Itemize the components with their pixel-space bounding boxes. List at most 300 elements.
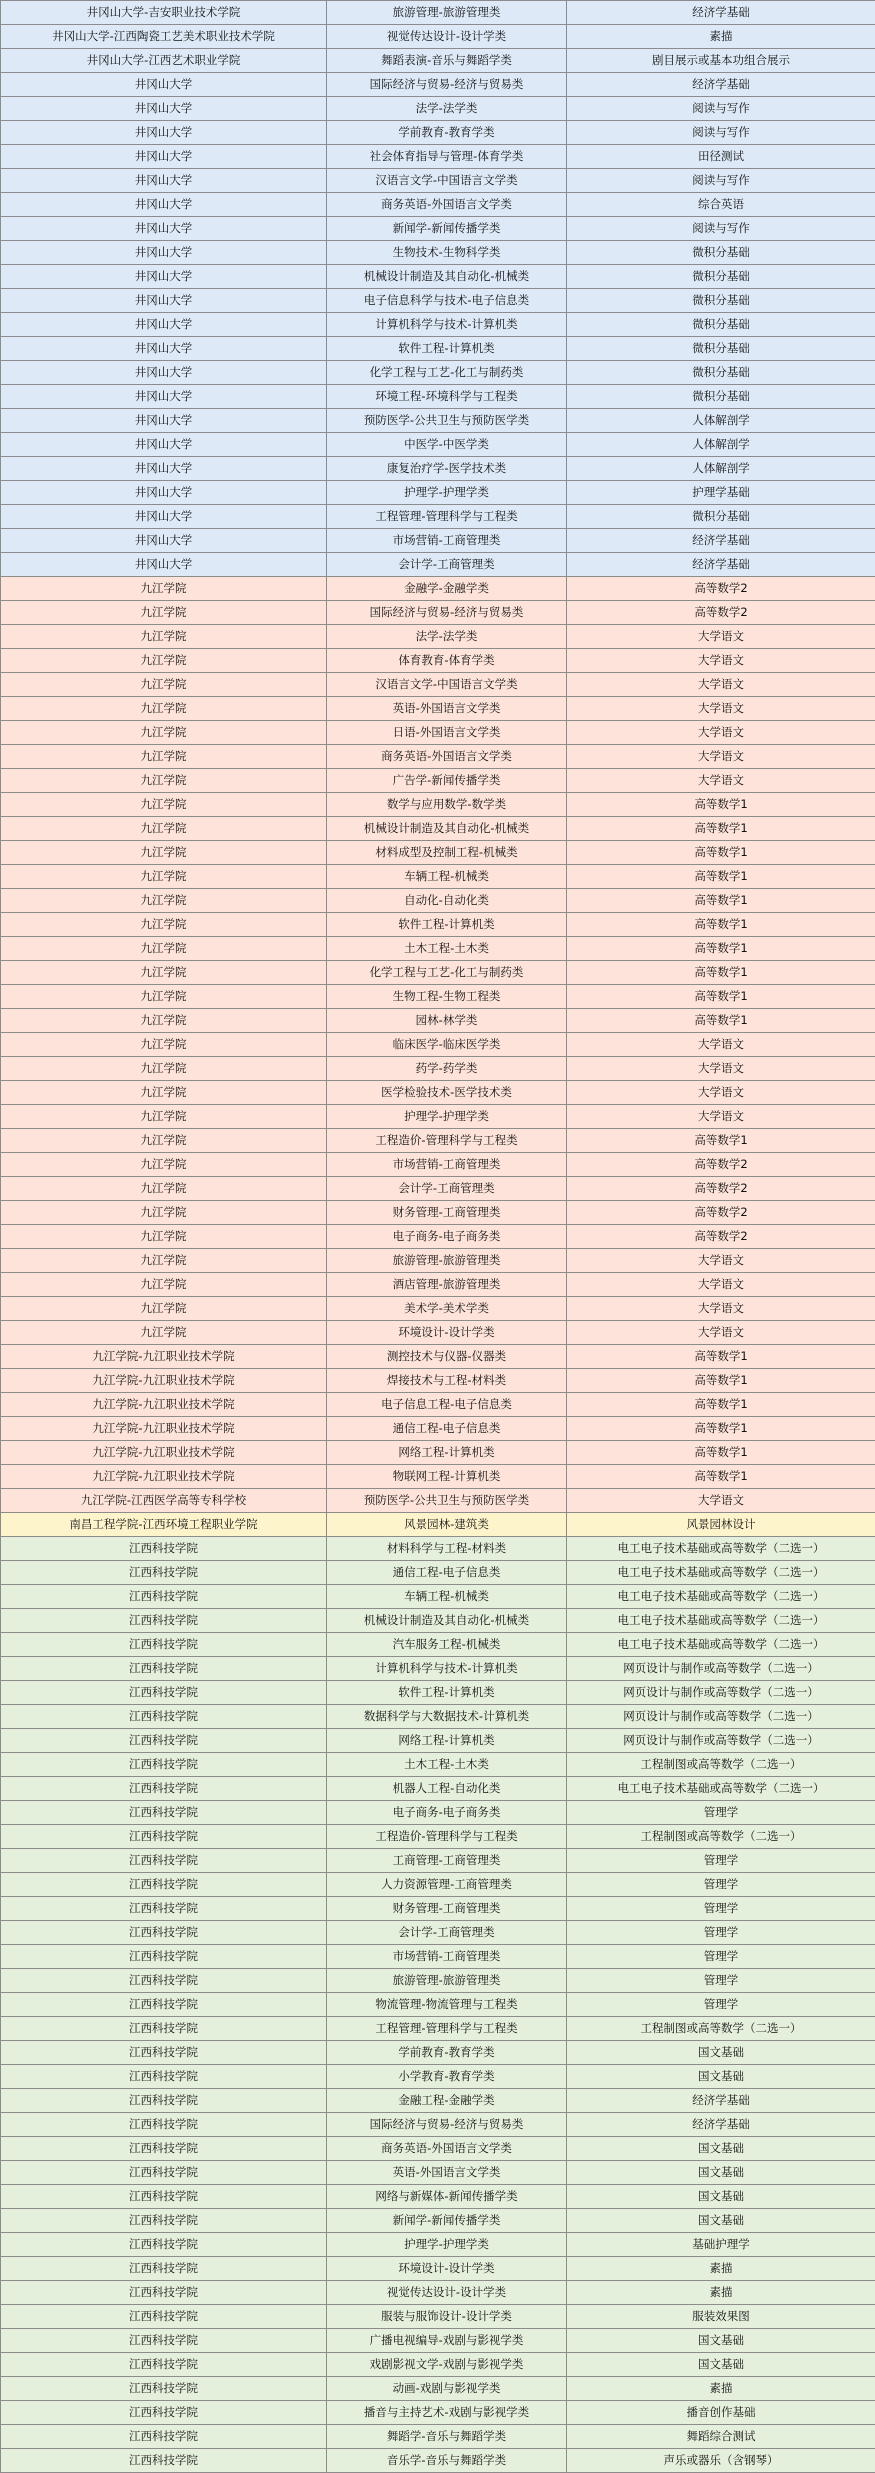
school-cell: 江西科技学院 xyxy=(1,2449,327,2473)
school-cell: 江西科技学院 xyxy=(1,1897,327,1921)
exam-subject-cell: 经济学基础 xyxy=(567,529,875,553)
school-cell: 江西科技学院 xyxy=(1,2425,327,2449)
table-row xyxy=(1,25,875,49)
exam-subject-cell: 高等数学1 xyxy=(567,1393,875,1417)
table-row xyxy=(1,1705,875,1729)
exam-subject-cell: 人体解剖学 xyxy=(567,433,875,457)
exam-subject-cell: 素描 xyxy=(567,2281,875,2305)
major-cell: 工程造价-管理科学与工程类 xyxy=(327,1129,567,1153)
major-cell: 焊接技术与工程-材料类 xyxy=(327,1369,567,1393)
school-cell: 九江学院 xyxy=(1,913,327,937)
major-cell: 舞蹈学-音乐与舞蹈学类 xyxy=(327,2425,567,2449)
school-cell: 江西科技学院 xyxy=(1,2065,327,2089)
exam-subject-cell: 高等数学1 xyxy=(567,793,875,817)
exam-subject-cell: 国文基础 xyxy=(567,2137,875,2161)
exam-subject-cell: 工程制图或高等数学（二选一） xyxy=(567,2017,875,2041)
table-row xyxy=(1,2449,875,2473)
table-row xyxy=(1,2281,875,2305)
major-cell: 环境设计-设计学类 xyxy=(327,1321,567,1345)
table-row xyxy=(1,121,875,145)
school-cell: 九江学院 xyxy=(1,577,327,601)
major-cell: 临床医学-临床医学类 xyxy=(327,1033,567,1057)
exam-subject-cell: 大学语文 xyxy=(567,1081,875,1105)
table-row xyxy=(1,1369,875,1393)
school-cell: 江西科技学院 xyxy=(1,1585,327,1609)
major-cell: 物联网工程-计算机类 xyxy=(327,1465,567,1489)
table-row xyxy=(1,2353,875,2377)
table-row xyxy=(1,385,875,409)
table-row xyxy=(1,745,875,769)
table-row xyxy=(1,457,875,481)
major-cell: 医学检验技术-医学技术类 xyxy=(327,1081,567,1105)
table-row xyxy=(1,937,875,961)
exam-subject-cell: 阅读与写作 xyxy=(567,169,875,193)
table-row xyxy=(1,1657,875,1681)
major-cell: 物流管理-物流管理与工程类 xyxy=(327,1993,567,2017)
table-row xyxy=(1,1081,875,1105)
exam-subject-cell: 网页设计与制作或高等数学（二选一） xyxy=(567,1681,875,1705)
major-cell: 会计学-工商管理类 xyxy=(327,1177,567,1201)
exam-subject-cell: 经济学基础 xyxy=(567,1,875,25)
table-row xyxy=(1,1,875,25)
major-cell: 市场营销-工商管理类 xyxy=(327,529,567,553)
exam-subject-cell: 管理学 xyxy=(567,1969,875,1993)
school-cell: 九江学院 xyxy=(1,721,327,745)
major-cell: 法学-法学类 xyxy=(327,625,567,649)
major-cell: 新闻学-新闻传播学类 xyxy=(327,217,567,241)
exam-subject-cell: 高等数学1 xyxy=(567,985,875,1009)
exam-subject-cell: 高等数学2 xyxy=(567,577,875,601)
school-cell: 江西科技学院 xyxy=(1,1537,327,1561)
major-cell: 材料科学与工程-材料类 xyxy=(327,1537,567,1561)
table-row xyxy=(1,73,875,97)
table-row xyxy=(1,1777,875,1801)
exam-subject-cell: 国文基础 xyxy=(567,2041,875,2065)
major-cell: 生物工程-生物工程类 xyxy=(327,985,567,1009)
table-row xyxy=(1,1417,875,1441)
major-cell: 车辆工程-机械类 xyxy=(327,865,567,889)
major-cell: 市场营销-工商管理类 xyxy=(327,1153,567,1177)
exam-subject-cell: 电工电子技术基础或高等数学（二选一） xyxy=(567,1777,875,1801)
major-cell: 机器人工程-自动化类 xyxy=(327,1777,567,1801)
school-cell: 九江学院-九江职业技术学院 xyxy=(1,1369,327,1393)
major-cell: 机械设计制造及其自动化-机械类 xyxy=(327,265,567,289)
exam-subject-cell: 电工电子技术基础或高等数学（二选一） xyxy=(567,1585,875,1609)
school-cell: 九江学院-九江职业技术学院 xyxy=(1,1441,327,1465)
school-cell: 九江学院 xyxy=(1,1129,327,1153)
table-row xyxy=(1,1609,875,1633)
exam-subject-cell: 经济学基础 xyxy=(567,2113,875,2137)
major-cell: 学前教育-教育学类 xyxy=(327,2041,567,2065)
major-cell: 中医学-中医学类 xyxy=(327,433,567,457)
exam-subject-cell: 国文基础 xyxy=(567,2329,875,2353)
major-cell: 药学-药学类 xyxy=(327,1057,567,1081)
school-cell: 九江学院 xyxy=(1,745,327,769)
exam-subject-cell: 高等数学1 xyxy=(567,865,875,889)
exam-subject-cell: 阅读与写作 xyxy=(567,217,875,241)
school-cell: 江西科技学院 xyxy=(1,2257,327,2281)
major-cell: 数据科学与大数据技术-计算机类 xyxy=(327,1705,567,1729)
major-cell: 护理学-护理学类 xyxy=(327,1105,567,1129)
school-cell: 井冈山大学 xyxy=(1,553,327,577)
table-row xyxy=(1,1393,875,1417)
major-cell: 测控技术与仪器-仪器类 xyxy=(327,1345,567,1369)
exam-subject-cell: 微积分基础 xyxy=(567,265,875,289)
major-cell: 服装与服饰设计-设计学类 xyxy=(327,2305,567,2329)
school-cell: 九江学院 xyxy=(1,1153,327,1177)
exam-subject-cell: 舞蹈综合测试 xyxy=(567,2425,875,2449)
exam-subject-cell: 声乐或器乐（含钢琴） xyxy=(567,2449,875,2473)
major-cell: 电子商务-电子商务类 xyxy=(327,1801,567,1825)
exam-subject-cell: 基础护理学 xyxy=(567,2233,875,2257)
major-cell: 汽车服务工程-机械类 xyxy=(327,1633,567,1657)
school-cell: 九江学院 xyxy=(1,961,327,985)
exam-subject-cell: 素描 xyxy=(567,2377,875,2401)
major-cell: 国际经济与贸易-经济与贸易类 xyxy=(327,73,567,97)
school-cell: 江西科技学院 xyxy=(1,1609,327,1633)
table-row xyxy=(1,1321,875,1345)
major-cell: 酒店管理-旅游管理类 xyxy=(327,1273,567,1297)
major-cell: 计算机科学与技术-计算机类 xyxy=(327,1657,567,1681)
major-cell: 预防医学-公共卫生与预防医学类 xyxy=(327,1489,567,1513)
major-cell: 通信工程-电子信息类 xyxy=(327,1417,567,1441)
school-cell: 井冈山大学 xyxy=(1,529,327,553)
school-cell: 九江学院 xyxy=(1,937,327,961)
table-row xyxy=(1,265,875,289)
table-row xyxy=(1,2257,875,2281)
exam-subject-cell: 大学语文 xyxy=(567,1297,875,1321)
major-cell: 车辆工程-机械类 xyxy=(327,1585,567,1609)
school-cell: 江西科技学院 xyxy=(1,1873,327,1897)
major-cell: 体育教育-体育学类 xyxy=(327,649,567,673)
school-cell: 江西科技学院 xyxy=(1,2161,327,2185)
major-cell: 戏剧影视文学-戏剧与影视学类 xyxy=(327,2353,567,2377)
major-cell: 音乐学-音乐与舞蹈学类 xyxy=(327,2449,567,2473)
major-cell: 网络与新媒体-新闻传播学类 xyxy=(327,2185,567,2209)
school-cell: 江西科技学院 xyxy=(1,1801,327,1825)
exam-subject-cell: 播音创作基础 xyxy=(567,2401,875,2425)
major-cell: 护理学-护理学类 xyxy=(327,2233,567,2257)
table-row xyxy=(1,1297,875,1321)
major-cell: 社会体育指导与管理-体育学类 xyxy=(327,145,567,169)
table-row xyxy=(1,1105,875,1129)
major-cell: 材料成型及控制工程-机械类 xyxy=(327,841,567,865)
school-cell: 江西科技学院 xyxy=(1,1777,327,1801)
school-cell: 江西科技学院 xyxy=(1,2233,327,2257)
major-cell: 商务英语-外国语言文学类 xyxy=(327,745,567,769)
exam-subject-cell: 国文基础 xyxy=(567,2185,875,2209)
major-cell: 广播电视编导-戏剧与影视学类 xyxy=(327,2329,567,2353)
exam-subject-cell: 大学语文 xyxy=(567,649,875,673)
exam-subject-cell: 国文基础 xyxy=(567,2161,875,2185)
major-cell: 日语-外国语言文学类 xyxy=(327,721,567,745)
school-cell: 井冈山大学-江西艺术职业学院 xyxy=(1,49,327,73)
school-cell: 井冈山大学 xyxy=(1,505,327,529)
table-row xyxy=(1,1825,875,1849)
exam-subject-cell: 经济学基础 xyxy=(567,73,875,97)
table-row xyxy=(1,817,875,841)
major-cell: 汉语言文学-中国语言文学类 xyxy=(327,169,567,193)
school-cell: 江西科技学院 xyxy=(1,1681,327,1705)
school-cell: 江西科技学院 xyxy=(1,2113,327,2137)
school-cell: 井冈山大学 xyxy=(1,169,327,193)
exam-subject-cell: 田径测试 xyxy=(567,145,875,169)
school-cell: 九江学院-九江职业技术学院 xyxy=(1,1465,327,1489)
exam-subject-cell: 高等数学2 xyxy=(567,1201,875,1225)
table-row xyxy=(1,1921,875,1945)
exam-subject-cell: 大学语文 xyxy=(567,1033,875,1057)
table-row xyxy=(1,577,875,601)
school-cell: 九江学院 xyxy=(1,865,327,889)
table-row xyxy=(1,2041,875,2065)
exam-subject-cell: 管理学 xyxy=(567,1921,875,1945)
school-cell: 九江学院-江西医学高等专科学校 xyxy=(1,1489,327,1513)
exam-subject-cell: 管理学 xyxy=(567,1897,875,1921)
exam-subject-cell: 综合英语 xyxy=(567,193,875,217)
major-cell: 工商管理-工商管理类 xyxy=(327,1849,567,1873)
table-row xyxy=(1,2305,875,2329)
school-cell: 九江学院 xyxy=(1,625,327,649)
table-row xyxy=(1,1153,875,1177)
school-cell: 九江学院 xyxy=(1,1081,327,1105)
major-cell: 英语-外国语言文学类 xyxy=(327,697,567,721)
school-cell: 江西科技学院 xyxy=(1,2377,327,2401)
exam-subject-cell: 管理学 xyxy=(567,1945,875,1969)
exam-subject-cell: 国文基础 xyxy=(567,2065,875,2089)
major-cell: 小学教育-教育学类 xyxy=(327,2065,567,2089)
school-cell: 江西科技学院 xyxy=(1,2185,327,2209)
major-cell: 环境工程-环境科学与工程类 xyxy=(327,385,567,409)
table-row xyxy=(1,961,875,985)
table-row xyxy=(1,2377,875,2401)
major-cell: 园林-林学类 xyxy=(327,1009,567,1033)
school-cell: 江西科技学院 xyxy=(1,1945,327,1969)
exam-subject-cell: 微积分基础 xyxy=(567,241,875,265)
school-cell: 九江学院-九江职业技术学院 xyxy=(1,1393,327,1417)
exam-subject-cell: 微积分基础 xyxy=(567,385,875,409)
school-cell: 井冈山大学 xyxy=(1,217,327,241)
table-row xyxy=(1,1633,875,1657)
major-cell: 机械设计制造及其自动化-机械类 xyxy=(327,817,567,841)
exam-subject-cell: 剧目展示或基本功组合展示 xyxy=(567,49,875,73)
school-cell: 九江学院 xyxy=(1,601,327,625)
major-cell: 通信工程-电子信息类 xyxy=(327,1561,567,1585)
major-cell: 化学工程与工艺-化工与制药类 xyxy=(327,961,567,985)
table-row xyxy=(1,169,875,193)
table-row xyxy=(1,625,875,649)
exam-subject-cell: 国文基础 xyxy=(567,2353,875,2377)
exam-subject-cell: 高等数学1 xyxy=(567,841,875,865)
table-row xyxy=(1,769,875,793)
exam-subject-cell: 经济学基础 xyxy=(567,2089,875,2113)
school-cell: 九江学院-九江职业技术学院 xyxy=(1,1417,327,1441)
exam-subject-cell: 管理学 xyxy=(567,1993,875,2017)
table-row xyxy=(1,1489,875,1513)
school-cell: 井冈山大学-吉安职业技术学院 xyxy=(1,1,327,25)
exam-subject-cell: 微积分基础 xyxy=(567,361,875,385)
school-cell: 江西科技学院 xyxy=(1,2281,327,2305)
table-row xyxy=(1,505,875,529)
major-cell: 环境设计-设计学类 xyxy=(327,2257,567,2281)
major-cell: 金融工程-金融学类 xyxy=(327,2089,567,2113)
school-cell: 江西科技学院 xyxy=(1,2017,327,2041)
school-cell: 井冈山大学 xyxy=(1,457,327,481)
school-cell: 九江学院 xyxy=(1,1321,327,1345)
exam-subject-cell: 高等数学2 xyxy=(567,1225,875,1249)
exam-subject-cell: 高等数学1 xyxy=(567,961,875,985)
school-cell: 九江学院 xyxy=(1,1033,327,1057)
exam-subject-cell: 服装效果图 xyxy=(567,2305,875,2329)
table-row xyxy=(1,1129,875,1153)
school-cell: 井冈山大学 xyxy=(1,361,327,385)
school-cell: 井冈山大学 xyxy=(1,385,327,409)
school-cell: 九江学院 xyxy=(1,1225,327,1249)
exam-subject-cell: 高等数学1 xyxy=(567,1009,875,1033)
major-cell: 软件工程-计算机类 xyxy=(327,1681,567,1705)
school-cell: 九江学院 xyxy=(1,769,327,793)
exam-subject-cell: 风景园林设计 xyxy=(567,1513,875,1537)
table-row xyxy=(1,337,875,361)
table-row xyxy=(1,529,875,553)
major-cell: 新闻学-新闻传播学类 xyxy=(327,2209,567,2233)
school-cell: 井冈山大学 xyxy=(1,433,327,457)
school-cell: 江西科技学院 xyxy=(1,1729,327,1753)
major-cell: 会计学-工商管理类 xyxy=(327,553,567,577)
exam-subject-cell: 大学语文 xyxy=(567,1273,875,1297)
school-cell: 江西科技学院 xyxy=(1,2137,327,2161)
school-cell: 井冈山大学-江西陶瓷工艺美术职业技术学院 xyxy=(1,25,327,49)
school-cell: 江西科技学院 xyxy=(1,1705,327,1729)
table-row xyxy=(1,841,875,865)
school-cell: 九江学院 xyxy=(1,889,327,913)
major-cell: 电子商务-电子商务类 xyxy=(327,1225,567,1249)
exam-subject-cell: 管理学 xyxy=(567,1801,875,1825)
exam-subject-cell: 电工电子技术基础或高等数学（二选一） xyxy=(567,1537,875,1561)
table-row xyxy=(1,1849,875,1873)
major-cell: 舞蹈表演-音乐与舞蹈学类 xyxy=(327,49,567,73)
exam-subject-cell: 高等数学2 xyxy=(567,1153,875,1177)
table-row xyxy=(1,481,875,505)
school-cell: 九江学院 xyxy=(1,985,327,1009)
school-cell: 井冈山大学 xyxy=(1,481,327,505)
exam-subject-cell: 素描 xyxy=(567,2257,875,2281)
school-cell: 九江学院-九江职业技术学院 xyxy=(1,1345,327,1369)
school-cell: 江西科技学院 xyxy=(1,1969,327,1993)
school-cell: 九江学院 xyxy=(1,1249,327,1273)
school-cell: 江西科技学院 xyxy=(1,1753,327,1777)
major-cell: 人力资源管理-工商管理类 xyxy=(327,1873,567,1897)
major-cell: 动画-戏剧与影视学类 xyxy=(327,2377,567,2401)
exam-subject-cell: 高等数学1 xyxy=(567,889,875,913)
school-cell: 井冈山大学 xyxy=(1,193,327,217)
major-cell: 法学-法学类 xyxy=(327,97,567,121)
major-cell: 播音与主持艺术-戏剧与影视学类 xyxy=(327,2401,567,2425)
table-row xyxy=(1,865,875,889)
table-row xyxy=(1,1897,875,1921)
exam-subject-cell: 人体解剖学 xyxy=(567,457,875,481)
exam-subject-cell: 高等数学1 xyxy=(567,817,875,841)
exam-subject-cell: 护理学基础 xyxy=(567,481,875,505)
table-row xyxy=(1,553,875,577)
table-row xyxy=(1,409,875,433)
major-cell: 旅游管理-旅游管理类 xyxy=(327,1,567,25)
exam-subject-cell: 大学语文 xyxy=(567,625,875,649)
table-row xyxy=(1,1057,875,1081)
major-cell: 广告学-新闻传播学类 xyxy=(327,769,567,793)
school-cell: 井冈山大学 xyxy=(1,145,327,169)
exam-subject-cell: 大学语文 xyxy=(567,1105,875,1129)
table-row xyxy=(1,697,875,721)
table-row xyxy=(1,889,875,913)
table-row xyxy=(1,1945,875,1969)
major-cell: 视觉传达设计-设计学类 xyxy=(327,25,567,49)
table-row xyxy=(1,1249,875,1273)
school-cell: 江西科技学院 xyxy=(1,1825,327,1849)
table-row xyxy=(1,2113,875,2137)
table-row xyxy=(1,1273,875,1297)
school-cell: 江西科技学院 xyxy=(1,1657,327,1681)
exam-subject-cell: 高等数学1 xyxy=(567,1345,875,1369)
major-cell: 旅游管理-旅游管理类 xyxy=(327,1249,567,1273)
exam-subject-cell: 网页设计与制作或高等数学（二选一） xyxy=(567,1657,875,1681)
major-cell: 旅游管理-旅游管理类 xyxy=(327,1969,567,1993)
table-row xyxy=(1,2425,875,2449)
exam-subject-cell: 大学语文 xyxy=(567,745,875,769)
table-row xyxy=(1,2017,875,2041)
exam-subject-cell: 素描 xyxy=(567,25,875,49)
major-cell: 汉语言文学-中国语言文学类 xyxy=(327,673,567,697)
major-cell: 美术学-美术学类 xyxy=(327,1297,567,1321)
table-row xyxy=(1,1225,875,1249)
school-cell: 江西科技学院 xyxy=(1,1993,327,2017)
table-row xyxy=(1,913,875,937)
table-row xyxy=(1,1033,875,1057)
table-row xyxy=(1,2233,875,2257)
major-cell: 数学与应用数学-数学类 xyxy=(327,793,567,817)
table-row xyxy=(1,1177,875,1201)
major-cell: 工程造价-管理科学与工程类 xyxy=(327,1825,567,1849)
school-cell: 井冈山大学 xyxy=(1,313,327,337)
table-row xyxy=(1,793,875,817)
exam-subject-cell: 微积分基础 xyxy=(567,289,875,313)
school-cell: 九江学院 xyxy=(1,1201,327,1225)
school-cell: 井冈山大学 xyxy=(1,409,327,433)
major-cell: 财务管理-工商管理类 xyxy=(327,1201,567,1225)
major-cell: 网络工程-计算机类 xyxy=(327,1729,567,1753)
exam-subject-cell: 电工电子技术基础或高等数学（二选一） xyxy=(567,1561,875,1585)
table-row xyxy=(1,313,875,337)
table-row xyxy=(1,2089,875,2113)
school-cell: 井冈山大学 xyxy=(1,265,327,289)
exam-subject-cell: 网页设计与制作或高等数学（二选一） xyxy=(567,1705,875,1729)
exam-subject-cell: 经济学基础 xyxy=(567,553,875,577)
exam-subject-cell: 管理学 xyxy=(567,1849,875,1873)
table-row xyxy=(1,1873,875,1897)
school-cell: 九江学院 xyxy=(1,1297,327,1321)
major-cell: 金融学-金融学类 xyxy=(327,577,567,601)
exam-subject-cell: 高等数学2 xyxy=(567,1177,875,1201)
school-cell: 井冈山大学 xyxy=(1,337,327,361)
school-cell: 南昌工程学院-江西环境工程职业学院 xyxy=(1,1513,327,1537)
exam-subject-cell: 电工电子技术基础或高等数学（二选一） xyxy=(567,1609,875,1633)
table-row xyxy=(1,1009,875,1033)
table-row xyxy=(1,1441,875,1465)
major-cell: 商务英语-外国语言文学类 xyxy=(327,2137,567,2161)
major-cell: 化学工程与工艺-化工与制药类 xyxy=(327,361,567,385)
exam-subject-cell: 大学语文 xyxy=(567,1489,875,1513)
exam-subject-cell: 大学语文 xyxy=(567,1249,875,1273)
exam-subject-cell: 大学语文 xyxy=(567,1321,875,1345)
